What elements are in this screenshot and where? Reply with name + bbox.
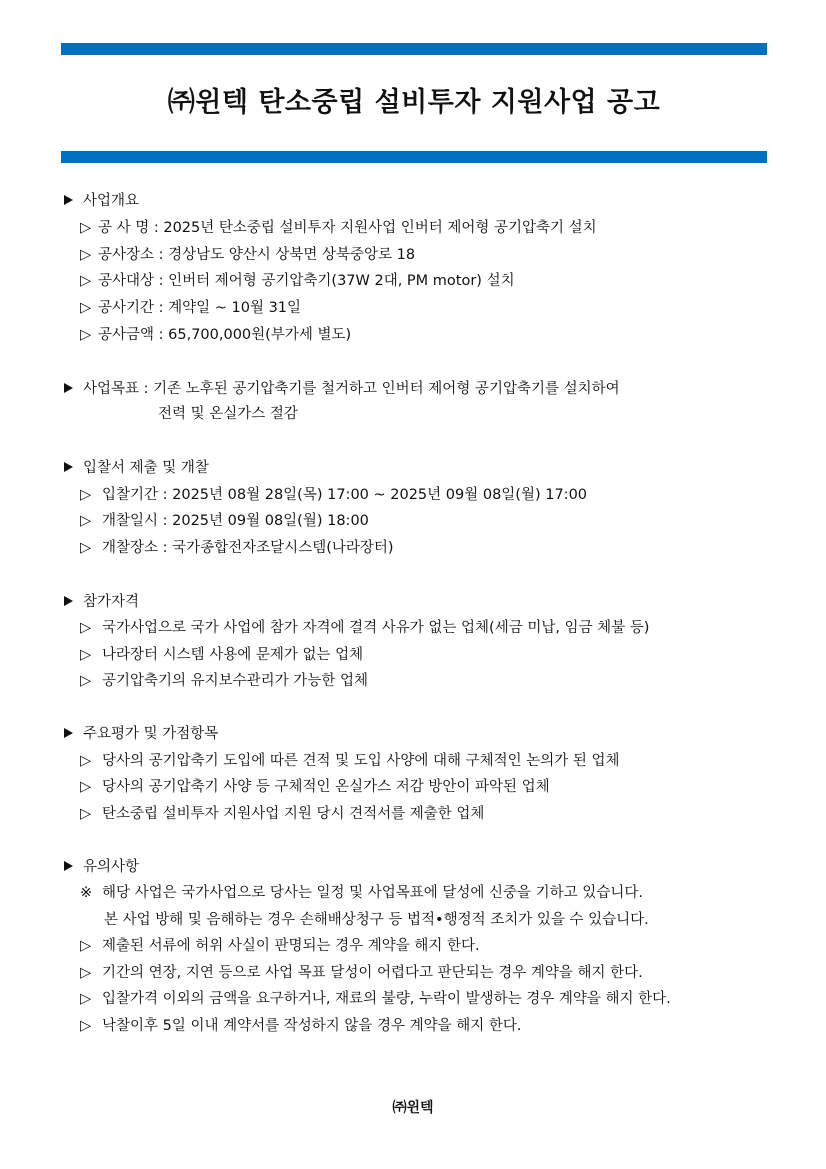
open-triangle-icon: ▷ [80,965,92,981]
section-evaluation [64,725,218,743]
section-qualification [64,593,139,611]
section-overview [64,192,139,210]
open-triangle-icon: ▷ [80,220,92,236]
list-item: ▷ 공사장소 : 경상남도 양산시 상북면 상북중앙로 18 [80,247,416,263]
open-triangle-icon: ▷ [80,620,92,636]
section-heading: 사업목표 : 기존 노후된 공기압축기를 철거하고 인버터 제어형 공기압축기를 설치하여 [83,381,620,397]
section-heading: 참가자격 [83,594,140,610]
triangle-right-icon [64,383,73,393]
open-triangle-icon: ▷ [80,273,92,289]
open-triangle-icon: ▷ [80,938,92,954]
list-item: ▷ 나라장터 시스템 사용에 문제가 없는 업체 [80,647,364,663]
section-bidding [64,459,209,477]
list-item: ▷ 공사기간 : 계약일 ~ 10월 31일 [80,300,302,316]
open-triangle-icon: ▷ [80,513,92,529]
open-triangle-icon: ▷ [80,806,92,822]
list-item: ▷ 입찰기간 : 2025년 08월 28일(목) 17:00 ~ 2025년 09월 08일(월) 17:00 [80,487,588,503]
list-item: ▷ 낙찰이후 5일 이내 계약서를 작성하지 않을 경우 계약을 해지 한다. [80,1018,522,1034]
open-triangle-icon: ▷ [80,300,92,316]
open-triangle-icon: ▷ [80,247,92,263]
triangle-right-icon [64,861,73,871]
triangle-right-icon [64,462,73,472]
notice-note: ※ 해당 사업은 국가사업으로 당사는 일정 및 사업목표에 달성에 신중을 기하고 있습니다. [80,885,643,901]
list-item: ▷ 입찰가격 이외의 금액을 요구하거나, 재료의 불량, 누락이 발생하는 경우 계약을 해지 한다. [80,991,671,1007]
list-item: ▷ 개찰일시 : 2025년 09월 08일(월) 18:00 [80,513,369,529]
list-item: ▷ 당사의 공기압축기 도입에 따른 견적 및 도입 사양에 대해 구체적인 논의가 된 업체 [80,753,620,769]
list-item: ▷ 공 사 명 : 2025년 탄소중립 설비투자 지원사업 인버터 제어형 공기압축기 설치 [80,220,597,236]
goal-continuation: 전력 및 온실가스 절감 [158,406,298,422]
section-heading: 사업개요 [83,193,140,209]
triangle-right-icon [64,728,73,738]
triangle-right-icon [64,195,73,205]
page-title: ㈜윈텍 탄소중립 설비투자 지원사업 공고 [167,87,661,118]
open-triangle-icon: ▷ [80,991,92,1007]
list-item: ▷ 공사금액 : 65,700,000원(부가세 별도) [80,327,352,343]
open-triangle-icon: ▷ [80,487,92,503]
top-accent-bar [61,43,767,55]
section-heading: 주요평가 및 가점항목 [83,726,219,742]
list-item: ▷ 공기압축기의 유지보수관리가 가능한 업체 [80,673,368,689]
open-triangle-icon: ▷ [80,540,92,556]
list-item: ▷ 당사의 공기압축기 사양 등 구체적인 온실가스 저감 방안이 파악된 업체 [80,779,550,795]
list-item: ▷ 탄소중립 설비투자 지원사업 지원 당시 견적서를 제출한 업체 [80,806,485,822]
section-heading: 유의사항 [83,859,140,875]
list-item: ▷ 공사대상 : 인버터 제어형 공기압축기(37W 2대, PM motor) 설치 [80,273,515,289]
list-item: ▷ 국가사업으로 국가 사업에 참가 자격에 결격 사유가 없는 업체(세금 미납, 임금 체불 등) [80,620,650,636]
title-underline-bar [61,151,767,163]
notice-note-continuation: 본 사업 방해 및 음해하는 경우 손해배상청구 등 법적•행정적 조치가 있을 수 있습니다. [104,912,649,928]
open-triangle-icon: ▷ [80,647,92,663]
list-item: ▷ 기간의 연장, 지연 등으로 사업 목표 달성이 어렵다고 판단되는 경우 계약을 해지 한다. [80,965,643,981]
reference-mark-icon: ※ [80,885,93,901]
triangle-right-icon [64,596,73,606]
footer-company: ㈜윈텍 [392,1100,434,1116]
open-triangle-icon: ▷ [80,753,92,769]
list-item: ▷ 개찰장소 : 국가종합전자조달시스템(나라장터) [80,540,394,556]
section-goal [64,380,620,398]
list-item: ▷ 제출된 서류에 허위 사실이 판명되는 경우 계약을 해지 한다. [80,938,480,954]
open-triangle-icon: ▷ [80,327,92,343]
open-triangle-icon: ▷ [80,1018,92,1034]
section-heading: 입찰서 제출 및 개찰 [83,460,209,476]
section-notice [64,858,139,876]
open-triangle-icon: ▷ [80,673,92,689]
open-triangle-icon: ▷ [80,779,92,795]
